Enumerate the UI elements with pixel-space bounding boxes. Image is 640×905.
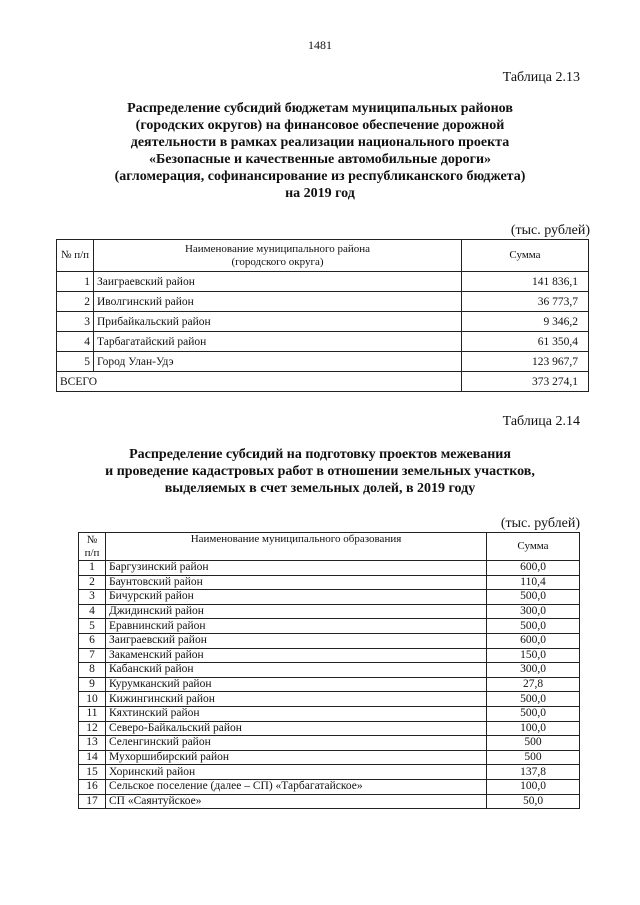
table-row — [79, 648, 580, 663]
total-sum: 373 274,1 — [462, 372, 589, 392]
row-sum: 123 967,7 — [462, 352, 589, 372]
row-sum: 150,0 — [487, 648, 580, 663]
row-sum: 500,0 — [487, 692, 580, 707]
row-sum: 500 — [487, 736, 580, 751]
table1-title — [0, 100, 640, 202]
table-row — [57, 352, 589, 372]
row-sum: 137,8 — [487, 765, 580, 780]
row-sum: 27,8 — [487, 677, 580, 692]
header-sum: Сумма — [462, 240, 589, 272]
row-number: 15 — [79, 765, 106, 780]
row-number: 4 — [79, 604, 106, 619]
row-sum: 50,0 — [487, 794, 580, 809]
row-number: 12 — [79, 721, 106, 736]
row-name: Селенгинский район — [106, 736, 487, 751]
row-sum: 300,0 — [487, 604, 580, 619]
table2 — [78, 532, 580, 809]
row-name: Бичурский район — [106, 590, 487, 605]
table-row — [79, 794, 580, 809]
page-number: 1481 — [308, 38, 332, 52]
title-line: Распределение субсидий бюджетам муниципальных районов — [127, 101, 513, 116]
row-sum: 110,4 — [487, 575, 580, 590]
table-row — [79, 692, 580, 707]
row-name: Еравнинский район — [106, 619, 487, 634]
row-name: Кабанский район — [106, 663, 487, 678]
row-name: Джидинский район — [106, 604, 487, 619]
row-number: 5 — [79, 619, 106, 634]
table-row — [79, 561, 580, 576]
row-sum: 500 — [487, 750, 580, 765]
row-sum: 500,0 — [487, 706, 580, 721]
row-number: 10 — [79, 692, 106, 707]
title-line: «Безопасные и качественные автомобильные дороги» — [148, 152, 492, 167]
title-line: (городских округов) на финансовое обеспечение дорожной — [135, 118, 505, 133]
table-row — [79, 590, 580, 605]
header-name: Наименование муниципального образования — [106, 533, 487, 561]
table-row — [79, 706, 580, 721]
table-row — [79, 765, 580, 780]
title-line: и проведение кадастровых работ в отношении земельных участков, — [105, 464, 535, 479]
row-sum: 600,0 — [487, 561, 580, 576]
row-number: 1 — [57, 272, 94, 292]
table1-units: (тыс. рублей) — [510, 223, 590, 238]
table-row — [79, 677, 580, 692]
row-number: 17 — [79, 794, 106, 809]
row-number: 14 — [79, 750, 106, 765]
title-line: выделяемых в счет земельных долей, в 2019 году — [164, 481, 476, 496]
row-name: Кижингинский район — [106, 692, 487, 707]
table-row — [79, 604, 580, 619]
table-row — [79, 750, 580, 765]
table2-units: (тыс. рублей) — [500, 516, 580, 531]
row-sum: 300,0 — [487, 663, 580, 678]
row-sum: 100,0 — [487, 779, 580, 794]
table1-header-row — [57, 240, 589, 272]
table-row — [79, 721, 580, 736]
header-name-line1: Наименование муниципального района — [184, 242, 371, 255]
table-row — [79, 779, 580, 794]
row-sum: 500,0 — [487, 590, 580, 605]
table-row — [57, 312, 589, 332]
row-name: Город Улан-Удэ — [94, 352, 462, 372]
row-number: 3 — [79, 590, 106, 605]
row-number: 7 — [79, 648, 106, 663]
table1-label: Таблица 2.13 — [502, 70, 580, 85]
row-name: СП «Саянтуйское» — [106, 794, 487, 809]
table-row — [79, 663, 580, 678]
row-number: 8 — [79, 663, 106, 678]
table2-label: Таблица 2.14 — [502, 414, 580, 429]
row-name: Кяхтинский район — [106, 706, 487, 721]
header-num: № п/п — [57, 240, 94, 272]
table-row — [79, 575, 580, 590]
row-sum: 36 773,7 — [462, 292, 589, 312]
row-number: 16 — [79, 779, 106, 794]
row-number: 9 — [79, 677, 106, 692]
row-number: 2 — [79, 575, 106, 590]
row-sum: 500,0 — [487, 619, 580, 634]
row-name: Баунтовский район — [106, 575, 487, 590]
row-number: 3 — [57, 312, 94, 332]
row-sum: 600,0 — [487, 633, 580, 648]
title-line: деятельности в рамках реализации национального проекта — [130, 135, 510, 150]
row-name: Сельское поселение (далее – СП) «Тарбагатайское» — [106, 779, 487, 794]
total-label: ВСЕГО — [57, 372, 462, 392]
row-sum: 61 350,4 — [462, 332, 589, 352]
row-name: Прибайкальский район — [94, 312, 462, 332]
table-row — [79, 736, 580, 751]
row-name: Закаменский район — [106, 648, 487, 663]
row-number: 11 — [79, 706, 106, 721]
table-row — [79, 633, 580, 648]
row-name: Курумканский район — [106, 677, 487, 692]
row-number: 6 — [79, 633, 106, 648]
row-name: Хоринский район — [106, 765, 487, 780]
row-name: Тарбагатайский район — [94, 332, 462, 352]
table-row — [57, 292, 589, 312]
row-name: Заиграевский район — [94, 272, 462, 292]
table2-header-row — [79, 533, 580, 561]
row-name: Баргузинский район — [106, 561, 487, 576]
row-sum: 9 346,2 — [462, 312, 589, 332]
row-sum: 141 836,1 — [462, 272, 589, 292]
row-name: Северо-Байкальский район — [106, 721, 487, 736]
row-sum: 100,0 — [487, 721, 580, 736]
row-number: 4 — [57, 332, 94, 352]
row-name: Иволгинский район — [94, 292, 462, 312]
header-num: № п/п — [79, 533, 106, 561]
table2-title — [0, 446, 640, 497]
title-line: (агломерация, софинансирование из республиканского бюджета) — [114, 169, 526, 184]
table1-total-row — [57, 372, 589, 392]
title-line: Распределение субсидий на подготовку проектов межевания — [129, 447, 511, 462]
title-line: на 2019 год — [285, 186, 355, 201]
row-number: 1 — [79, 561, 106, 576]
table1 — [56, 239, 589, 392]
header-name — [94, 240, 462, 272]
table-row — [79, 619, 580, 634]
row-name: Заиграевский район — [106, 633, 487, 648]
header-sum: Сумма — [487, 533, 580, 561]
row-number: 13 — [79, 736, 106, 751]
row-name: Мухоршибирский район — [106, 750, 487, 765]
table-row — [57, 332, 589, 352]
row-number: 5 — [57, 352, 94, 372]
table-row — [57, 272, 589, 292]
header-name-line2: (городского округа) — [231, 255, 324, 268]
row-number: 2 — [57, 292, 94, 312]
